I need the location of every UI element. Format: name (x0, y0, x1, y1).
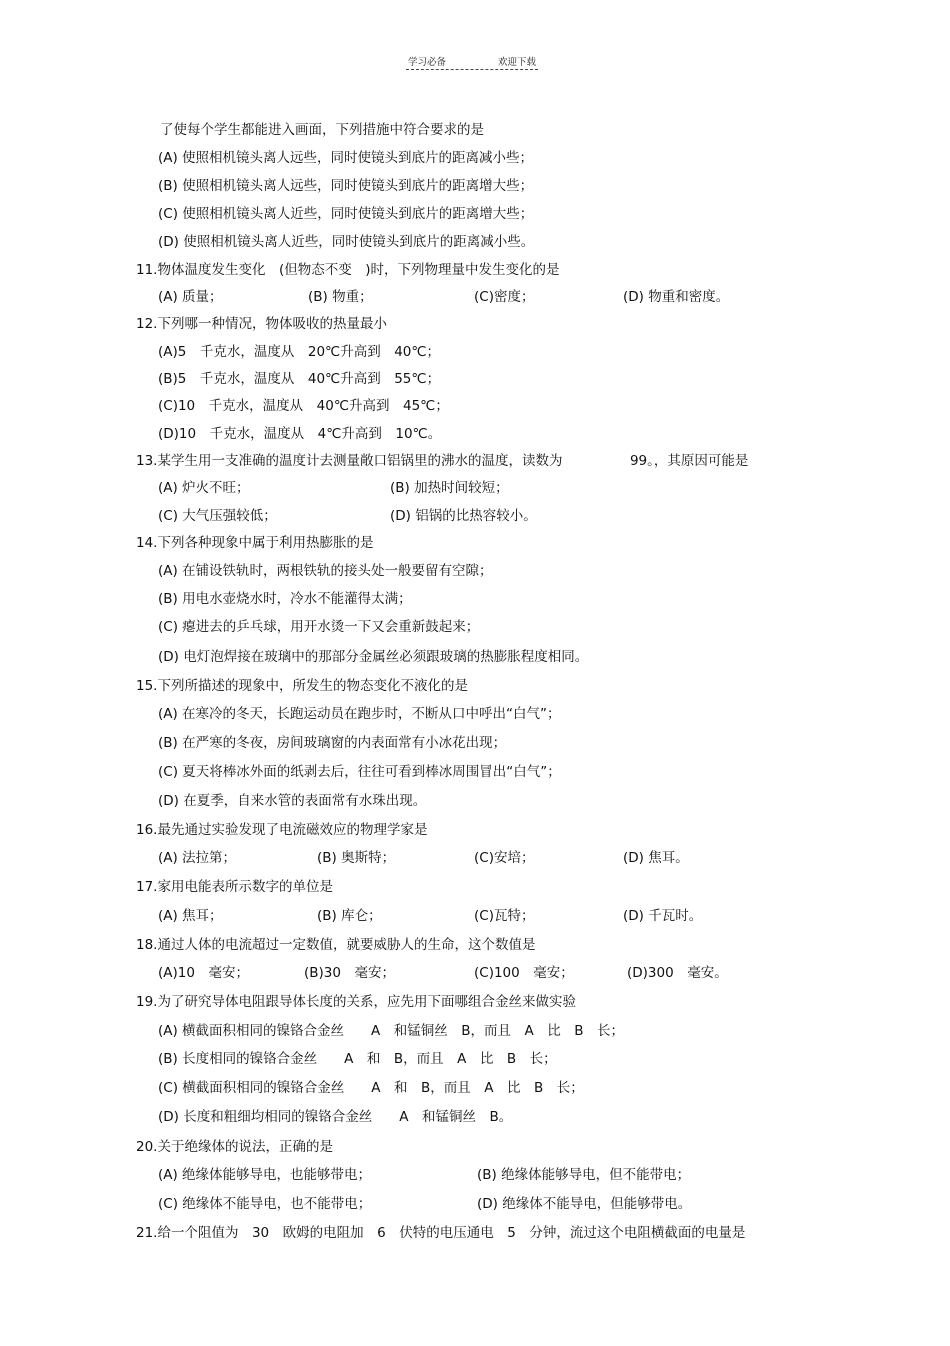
question-stem: 19.为了研究导体电阻跟导体长度的关系，应先用下面哪组合金丝来做实验 (136, 994, 576, 1010)
question-stem: 15.下列所描述的现象中，所发生的物态变化不液化的是 (136, 678, 468, 694)
answer-option: (D) 在夏季，自来水管的表面常有水珠出现。 (158, 793, 427, 809)
answer-option: (A) 在铺设铁轨时，两根铁轨的接头处一般要留有空隙； (158, 563, 493, 579)
answer-option: (B) 使照相机镜头离人远些，同时使镜头到底片的距离增大些； (158, 178, 534, 194)
question-stem: 13.某学生用一支准确的温度计去测量敞口铝锅里的沸水的温度，读数为 99。，其原因可能是 (136, 453, 749, 469)
question-stem: 16.最先通过实验发现了电流磁效应的物理学家是 (136, 822, 428, 838)
answer-option: (A) 使照相机镜头离人远些，同时使镜头到底片的距离减小些； (158, 150, 534, 166)
answer-option: (A) 质量； (158, 289, 223, 305)
header-divider (406, 69, 538, 70)
answer-option: (D) 使照相机镜头离人近些，同时使镜头到底片的距离减小些。 (158, 234, 535, 250)
answer-option: (B) 用电水壶烧水时，冷水不能灌得太满； (158, 591, 412, 607)
answer-option: (D)10 千克水，温度从 4℃升高到 10℃。 (158, 426, 442, 442)
answer-option: (C) 使照相机镜头离人近些，同时使镜头到底片的距离增大些； (158, 206, 534, 222)
answer-option: (D)300 毫安。 (627, 965, 728, 981)
answer-option: (B) 物重； (308, 289, 373, 305)
answer-option: (C) 横截面积相同的镍铬合金丝 A 和 B，而且 A 比 B 长； (158, 1080, 584, 1096)
header-left-text: 学习必备 (408, 57, 447, 68)
answer-option: (A) 绝缘体能够导电，也能够带电； (158, 1167, 372, 1183)
answer-option: (D) 绝缘体不能导电，但能够带电。 (477, 1196, 692, 1212)
answer-option: (A) 横截面积相同的镍铬合金丝 A 和锰铜丝 B，而且 A 比 B 长； (158, 1023, 625, 1039)
question-stem: 11.物体温度发生变化 (但物态不变 )时，下列物理量中发生变化的是 (136, 262, 560, 278)
answer-option: (B) 绝缘体能够导电，但不能带电； (477, 1167, 691, 1183)
question-stem: 12.下列哪一种情况，物体吸收的热量最小 (136, 316, 387, 332)
answer-option: (C)安培； (474, 850, 535, 866)
answer-option: (D) 长度和粗细均相同的镍铬合金丝 A 和锰铜丝 B。 (158, 1109, 513, 1125)
answer-option: (A)5 千克水，温度从 20℃升高到 40℃； (158, 344, 441, 360)
answer-option: (C) 大气压强较低； (158, 508, 277, 524)
answer-option: (D) 物重和密度。 (623, 289, 730, 305)
answer-option: (B)30 毫安； (304, 965, 395, 981)
answer-option: (C)100 毫安； (474, 965, 574, 981)
answer-option: (C) 绝缘体不能导电，也不能带电； (158, 1196, 372, 1212)
answer-option: (B) 长度相同的镍铬合金丝 A 和 B，而且 A 比 B 长； (158, 1051, 557, 1067)
answer-option: (A) 炉火不旺； (158, 480, 250, 496)
answer-option: (B) 奥斯特； (317, 850, 396, 866)
answer-option: (D) 焦耳。 (623, 850, 689, 866)
answer-option: (A)10 毫安； (158, 965, 249, 981)
question-stem: 20.关于绝缘体的说法，正确的是 (136, 1139, 333, 1155)
answer-option: (A) 焦耳； (158, 908, 223, 924)
answer-option: (B) 加热时间较短； (390, 480, 509, 496)
answer-option: (B)5 千克水，温度从 40℃升高到 55℃； (158, 371, 441, 387)
answer-option: (C) 夏天将棒冰外面的纸剥去后，往往可看到棒冰周围冒出“白气”； (158, 764, 561, 780)
question-stem: 21.给一个阻值为 30 欧姆的电阻加 6 伏特的电压通电 5 分钟，流过这个电阻横截面的电量是 (136, 1225, 746, 1241)
answer-option: (C) 瘪进去的乒乓球，用开水烫一下又会重新鼓起来； (158, 619, 480, 635)
answer-option: (D) 电灯泡焊接在玻璃中的那部分金属丝必须跟玻璃的热膨胀程度相同。 (158, 649, 589, 665)
question-stem: 18.通过人体的电流超过一定数值，就要威胁人的生命，这个数值是 (136, 937, 536, 953)
question-continuation: 了使每个学生都能进入画面，下列措施中符合要求的是 (160, 122, 484, 138)
answer-option: (C)10 千克水，温度从 40℃升高到 45℃； (158, 398, 449, 414)
answer-option: (B) 在严寒的冬夜，房间玻璃窗的内表面常有小冰花出现； (158, 735, 507, 751)
answer-option: (B) 库仑； (317, 908, 382, 924)
question-stem: 14.下列各种现象中属于利用热膨胀的是 (136, 535, 374, 551)
header-right-text: 欢迎下载 (498, 57, 537, 68)
question-stem: 17.家用电能表所示数字的单位是 (136, 879, 333, 895)
answer-option: (A) 在寒冷的冬天，长跑运动员在跑步时，不断从口中呼出“白气”； (158, 706, 561, 722)
answer-option: (C)瓦特； (474, 908, 535, 924)
answer-option: (D) 千瓦时。 (623, 908, 703, 924)
answer-option: (D) 铝锅的比热容较小。 (390, 508, 537, 524)
answer-option: (C)密度； (474, 289, 535, 305)
answer-option: (A) 法拉第； (158, 850, 237, 866)
